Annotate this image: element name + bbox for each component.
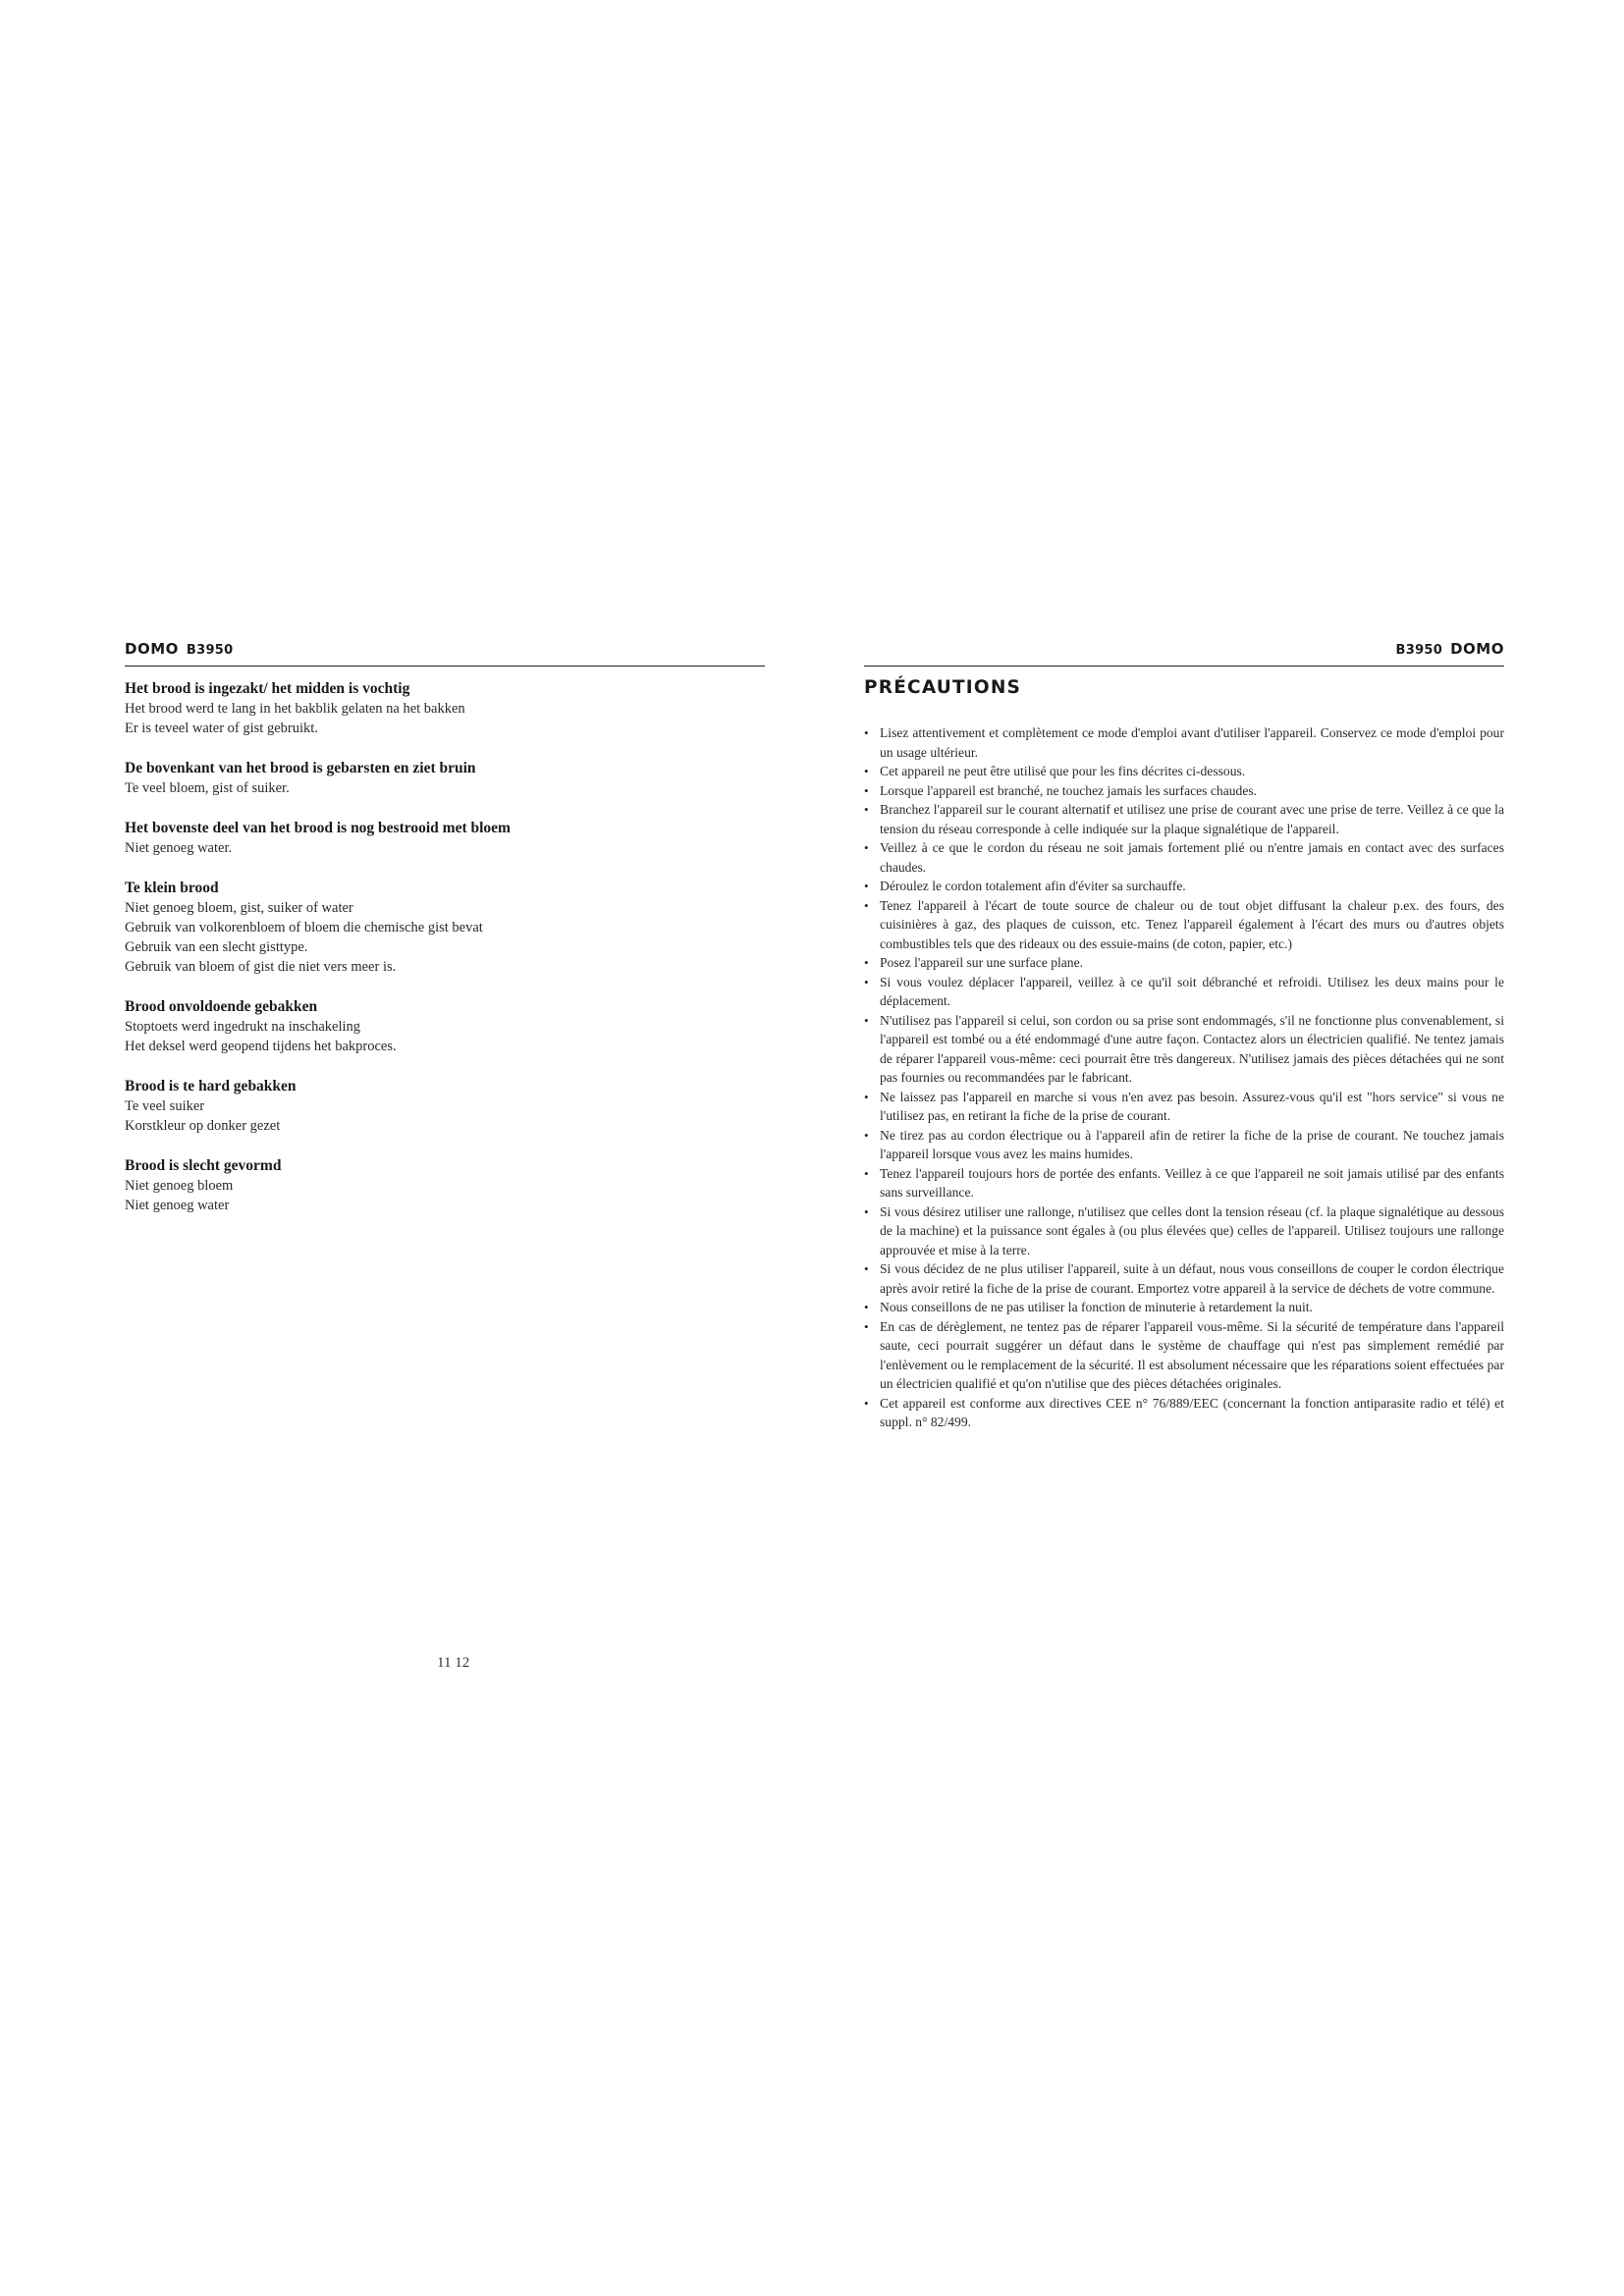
- section-line: Er is teveel water of gist gebruikt.: [125, 721, 318, 736]
- section-heading: Het brood is ingezakt/ het midden is vochtig: [125, 680, 410, 697]
- list-item: • Posez l'appareil sur une surface plane.: [864, 953, 1504, 973]
- troubleshooting-section: [125, 679, 765, 738]
- precautions-list: [864, 723, 1504, 1432]
- section-line: Niet genoeg water.: [125, 840, 233, 856]
- troubleshooting-content: [125, 679, 765, 1236]
- list-item: • Ne laissez pas l'appareil en marche si vous n'en avez pas besoin. Assurez-vous qu'il est "hors service" si vous ne l'utilisez pas, en retirant la fiche de la prise de courant.: [864, 1088, 1504, 1126]
- list-item: • Si vous voulez déplacer l'appareil, veillez à ce qu'il soit débranché et refroidi. Utilisez les deux mains pour le déplacement.: [864, 973, 1504, 1011]
- model-number: B3950: [1395, 643, 1443, 658]
- section-line: Niet genoeg water: [125, 1198, 230, 1213]
- section-line: Niet genoeg bloem, gist, suiker of water: [125, 900, 353, 916]
- list-item: • Branchez l'appareil sur le courant alternatif et utilisez une prise de courant avec une prise de terre. Veillez à ce que la tension du réseau corresponde à celle indiquée sur la plaque signalétique de l'appareil.: [864, 800, 1504, 838]
- section-line: Te veel bloem, gist of suiker.: [125, 780, 290, 796]
- section-line: Het brood werd te lang in het bakblik gelaten na het bakken: [125, 701, 465, 717]
- list-item: • Cet appareil ne peut être utilisé que pour les fins décrites ci-dessous.: [864, 762, 1504, 781]
- section-heading: Brood onvoldoende gebakken: [125, 998, 318, 1015]
- section-heading: Brood is slecht gevormd: [125, 1157, 282, 1174]
- troubleshooting-section: [125, 997, 765, 1056]
- left-page-header: [125, 640, 765, 667]
- right-page: [812, 0, 1624, 2296]
- list-item: • Cet appareil est conforme aux directives CEE n° 76/889/EEC (concernant la fonction antiparasite radio et télé) et suppl. n° 82/499.: [864, 1394, 1504, 1432]
- list-item: • Tenez l'appareil toujours hors de portée des enfants. Veillez à ce que l'appareil ne soit jamais utilisé par des enfants sans surveillance.: [864, 1164, 1504, 1202]
- section-heading: Brood is te hard gebakken: [125, 1078, 297, 1095]
- troubleshooting-section: [125, 1156, 765, 1215]
- troubleshooting-section: [125, 1077, 765, 1136]
- section-line: Niet genoeg bloem: [125, 1178, 234, 1194]
- section-line: Gebruik van bloem of gist die niet vers meer is.: [125, 959, 397, 975]
- list-item: • Ne tirez pas au cordon électrique ou à l'appareil afin de retirer la fiche de la prise de courant. Ne touchez jamais l'appareil lorsque vous avez les mains humides.: [864, 1126, 1504, 1164]
- page-number: 11 12: [437, 1655, 470, 1671]
- list-item: • N'utilisez pas l'appareil si celui, son cordon ou sa prise sont endommagés, s'il ne fonctionne plus convenablement, si l'appareil est tombé ou a été endommagé d'une autre façon. Contactez alors un électricien qualifié. Ne tentez jamais de réparer l'appareil vous-même: ceci pourrait être très dangereux. N'utilisez jamais des pièces détachées qui ne sont pas fournies ou recommandées par le fabricant.: [864, 1011, 1504, 1088]
- list-item: • Veillez à ce que le cordon du réseau ne soit jamais fortement plié ou n'entre jamais en contact avec des surfaces chaudes.: [864, 838, 1504, 877]
- brand-logo: DOMO: [125, 640, 179, 658]
- section-line: Het deksel werd geopend tijdens het bakproces.: [125, 1039, 397, 1054]
- troubleshooting-section: [125, 759, 765, 798]
- list-item: • Tenez l'appareil à l'écart de toute source de chaleur ou de tout objet diffusant la chaleur p.ex. des fours, des cuisinières à gaz, des plaques de cuisson, etc. Tenez l'appareil également à l'écart des murs ou d'autres objets combustibles tels que des rideaux ou des essuie-mains (de coton, papier, etc.): [864, 896, 1504, 954]
- list-item: • Si vous désirez utiliser une rallonge, n'utilisez que celles dont la tension réseau (cf. la plaque signalétique au dessous de la machine) et la puissance sont égales à (ou plus élevées que) celles de l'appareil. Utilisez toujours une rallonge approuvée et mise à la terre.: [864, 1202, 1504, 1260]
- troubleshooting-section: [125, 879, 765, 977]
- section-line: Stoptoets werd ingedrukt na inschakeling: [125, 1019, 361, 1035]
- list-item: • Lorsque l'appareil est branché, ne touchez jamais les surfaces chaudes.: [864, 781, 1504, 801]
- section-heading: De bovenkant van het brood is gebarsten en ziet bruin: [125, 760, 476, 776]
- section-line: Gebruik van volkorenbloem of bloem die chemische gist bevat: [125, 920, 483, 935]
- model-number: B3950: [186, 643, 234, 658]
- list-item: • Nous conseillons de ne pas utiliser la fonction de minuterie à retardement la nuit.: [864, 1298, 1504, 1317]
- section-heading: Het bovenste deel van het brood is nog bestrooid met bloem: [125, 820, 511, 836]
- right-page-header: [864, 640, 1504, 667]
- section-line: Te veel suiker: [125, 1098, 205, 1114]
- section-heading: Te klein brood: [125, 880, 219, 896]
- list-item: • Si vous décidez de ne plus utiliser l'appareil, suite à un défaut, nous vous conseillons de couper le cordon électrique après avoir retiré la fiche de la prise de courant. Emportez votre appareil à la service de déchets de votre commune.: [864, 1259, 1504, 1298]
- list-item: • En cas de dérèglement, ne tentez pas de réparer l'appareil vous-même. Si la sécurité de température dans l'appareil saute, ceci pourrait suggérer un défaut dans le système de chauffage qui n'est pas simplement remédié par l'enlèvement ou le remplacement de la sécurité. Il est absolument nécessaire que les réparations soient effectuées par un électricien qualifié et qu'on n'utilise que des pièces détachées originales.: [864, 1317, 1504, 1394]
- section-line: Gebruik van een slecht gisttype.: [125, 939, 308, 955]
- precautions-content: [864, 677, 1504, 1432]
- list-item: • Lisez attentivement et complètement ce mode d'emploi avant d'utiliser l'appareil. Conservez ce mode d'emploi pour un usage ultérieur.: [864, 723, 1504, 762]
- page-title: PRÉCAUTIONS: [864, 677, 1022, 698]
- section-line: Korstkleur op donker gezet: [125, 1118, 281, 1134]
- brand-logo: DOMO: [1450, 640, 1504, 658]
- troubleshooting-section: [125, 819, 765, 858]
- list-item: • Déroulez le cordon totalement afin d'éviter sa surchauffe.: [864, 877, 1504, 896]
